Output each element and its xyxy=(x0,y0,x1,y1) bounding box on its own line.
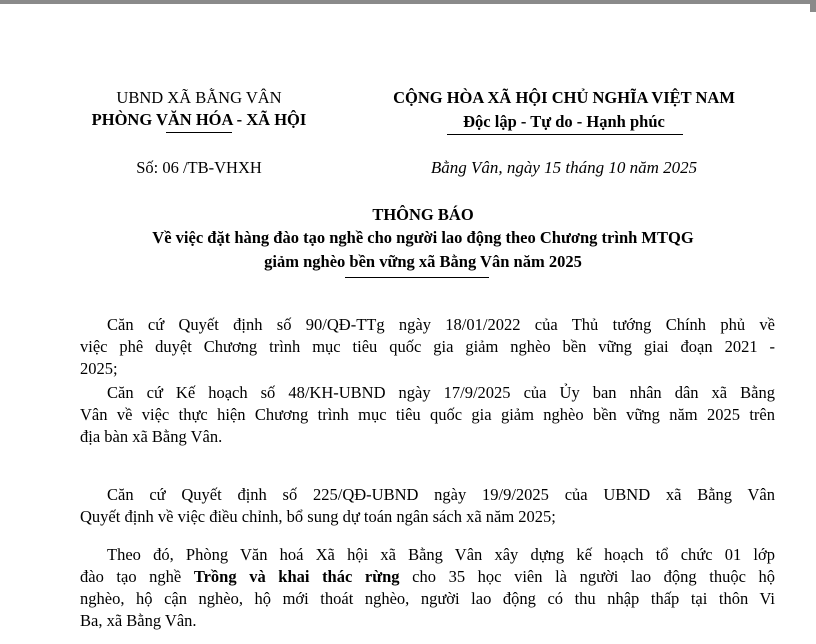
national-motto: Độc lập - Tự do - Hạnh phúc xyxy=(463,112,665,131)
issuing-department: PHÒNG VĂN HÓA - XÃ HỘI xyxy=(91,110,307,129)
place-and-date: Bằng Vân, ngày 15 tháng 10 năm 2025 xyxy=(430,158,698,177)
paragraph-line: Theo đó, Phòng Văn hoá Xã hội xã Bằng Vân xây dựng kế hoạch tổ chức 01 lớp xyxy=(107,545,775,564)
training-course-name: Trồng và khai thác rừng xyxy=(193,567,400,586)
paragraph-line: Vân về việc thực hiện Chương trình mục tiêu quốc gia giảm nghèo bền vững năm 2025 trên xyxy=(80,405,775,424)
line-text: đào tạo nghề xyxy=(80,567,194,586)
paragraph-line: Ba, xã Bằng Vân. xyxy=(80,611,197,630)
document-subject-line2: giảm nghèo bền vững xã Bằng Vân năm 2025 xyxy=(264,252,582,271)
paragraph-line xyxy=(80,566,775,588)
paragraph-legal-basis-3 xyxy=(80,484,775,528)
document-subject-line1: Về việc đặt hàng đào tạo nghề cho người lao động theo Chương trình MTQG xyxy=(152,228,694,247)
issuing-authority: UBND XÃ BẰNG VÂN xyxy=(116,88,282,107)
paragraph-legal-basis-1 xyxy=(80,314,775,380)
paragraph-line: địa bàn xã Bằng Vân. xyxy=(80,427,223,446)
line-text: cho 35 học viên là người lao động thuộc hộ xyxy=(399,567,775,586)
page-top-border xyxy=(0,0,816,4)
paragraph-line: 2025; xyxy=(80,359,118,378)
paragraph-line: Căn cứ Kế hoạch số 48/KH-UBND ngày 17/9/2025 của Ủy ban nhân dân xã Bằng xyxy=(107,383,775,402)
department-underline xyxy=(166,132,232,133)
paragraph-line: Căn cứ Quyết định số 90/QĐ-TTg ngày 18/01/2022 của Thủ tướng Chính phủ về xyxy=(107,315,775,334)
paragraph-line: việc phê duyệt Chương trình mục tiêu quốc gia giảm nghèo bền vững giai đoạn 2021 - xyxy=(80,337,775,356)
paragraph-line: Căn cứ Quyết định số 225/QĐ-UBND ngày 19/9/2025 của UBND xã Bằng Vân xyxy=(107,485,775,504)
paragraph-line: Quyết định về việc điều chỉnh, bổ sung dự toán ngân sách xã năm 2025; xyxy=(80,507,556,526)
paragraph-plan xyxy=(80,544,775,632)
national-title: CỘNG HÒA XÃ HỘI CHỦ NGHĨA VIỆT NAM xyxy=(393,88,735,107)
document-title: THÔNG BÁO xyxy=(372,205,474,224)
page-top-border-corner xyxy=(810,0,816,12)
title-underline xyxy=(345,277,489,278)
paragraph-legal-basis-2 xyxy=(80,382,775,448)
motto-underline xyxy=(447,134,683,135)
paragraph-line: nghèo, hộ cận nghèo, hộ mới thoát nghèo, người lao động có thu nhập thấp tại thôn Vi xyxy=(80,589,775,608)
document-number: Số: 06 /TB-VHXH xyxy=(136,158,262,177)
